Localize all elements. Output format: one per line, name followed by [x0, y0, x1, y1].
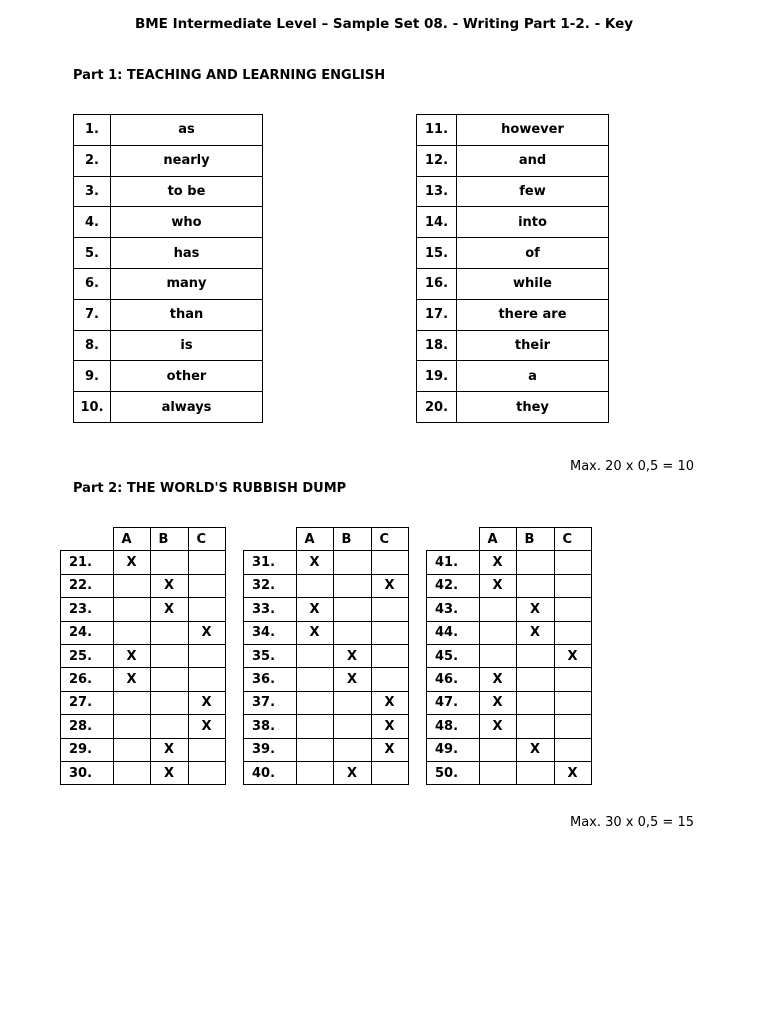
item-number: 2. — [74, 145, 111, 176]
item-number: 34. — [244, 621, 297, 644]
empty-cell — [113, 738, 150, 761]
item-number: 7. — [74, 299, 111, 330]
item-number: 11. — [417, 115, 457, 146]
grid-row — [244, 644, 409, 667]
empty-cell — [333, 598, 371, 621]
answer-mark: X — [113, 644, 150, 667]
empty-cell — [554, 691, 591, 714]
grid-row — [244, 621, 409, 644]
option-header: C — [188, 528, 225, 551]
grid-row — [244, 551, 409, 574]
answer-row — [417, 299, 609, 330]
answer-mark: X — [554, 761, 591, 784]
empty-cell — [554, 668, 591, 691]
answer-row — [74, 145, 263, 176]
answer-row — [417, 268, 609, 299]
answer-mark: X — [479, 691, 516, 714]
item-number: 47. — [427, 691, 480, 714]
part1-max-score: Max. 20 x 0,5 = 10 — [569, 459, 694, 474]
answer-mark: X — [296, 621, 333, 644]
answer-row — [74, 361, 263, 392]
empty-cell — [333, 551, 371, 574]
item-number: 38. — [244, 715, 297, 738]
item-answer: however — [457, 115, 609, 146]
item-answer: and — [457, 145, 609, 176]
item-answer: of — [457, 238, 609, 269]
answer-mark: X — [371, 691, 408, 714]
item-number: 42. — [427, 574, 480, 597]
item-number: 50. — [427, 761, 480, 784]
answer-mark: X — [150, 598, 188, 621]
item-number: 33. — [244, 598, 297, 621]
empty-cell — [296, 644, 333, 667]
empty-cell — [554, 738, 591, 761]
item-answer: is — [111, 330, 263, 361]
item-number: 29. — [61, 738, 114, 761]
option-header: A — [479, 528, 516, 551]
answer-mark: X — [516, 738, 554, 761]
grid-row — [244, 574, 409, 597]
grid-row — [427, 598, 592, 621]
part1-answer-table-right — [416, 114, 609, 423]
option-header: B — [516, 528, 554, 551]
grid-row — [61, 691, 226, 714]
item-answer: always — [111, 392, 263, 423]
grid-row — [244, 738, 409, 761]
empty-cell — [479, 598, 516, 621]
empty-cell — [479, 761, 516, 784]
item-answer: has — [111, 238, 263, 269]
part2-max-score: Max. 30 x 0,5 = 15 — [569, 815, 694, 830]
empty-cell — [113, 715, 150, 738]
item-answer: who — [111, 207, 263, 238]
part1-heading: Part 1: TEACHING AND LEARNING ENGLISH — [73, 68, 386, 83]
item-number: 5. — [74, 238, 111, 269]
item-number: 3. — [74, 176, 111, 207]
item-number: 25. — [61, 644, 114, 667]
empty-cell — [296, 738, 333, 761]
answer-row — [417, 115, 609, 146]
empty-cell — [371, 761, 408, 784]
grid-row — [427, 668, 592, 691]
answer-mark: X — [150, 574, 188, 597]
item-number: 44. — [427, 621, 480, 644]
item-answer: many — [111, 268, 263, 299]
empty-cell — [188, 761, 225, 784]
answer-row — [74, 238, 263, 269]
empty-cell — [296, 691, 333, 714]
answer-mark: X — [296, 598, 333, 621]
empty-cell — [150, 715, 188, 738]
grid-header-row — [61, 528, 226, 551]
empty-cell — [554, 715, 591, 738]
answer-mark: X — [333, 644, 371, 667]
item-number: 41. — [427, 551, 480, 574]
item-answer: nearly — [111, 145, 263, 176]
grid-row — [427, 691, 592, 714]
empty-cell — [188, 668, 225, 691]
answer-row — [74, 392, 263, 423]
empty-cell — [479, 621, 516, 644]
grid-row — [427, 738, 592, 761]
grid-row — [61, 738, 226, 761]
empty-cell — [296, 668, 333, 691]
item-number: 15. — [417, 238, 457, 269]
answer-mark: X — [479, 668, 516, 691]
grid-header-row — [244, 528, 409, 551]
item-answer: few — [457, 176, 609, 207]
item-number: 13. — [417, 176, 457, 207]
answer-row — [417, 145, 609, 176]
answer-mark: X — [479, 574, 516, 597]
grid-row — [244, 691, 409, 714]
option-header: C — [371, 528, 408, 551]
item-number: 9. — [74, 361, 111, 392]
empty-cell — [371, 644, 408, 667]
item-answer: a — [457, 361, 609, 392]
item-number: 39. — [244, 738, 297, 761]
item-number: 14. — [417, 207, 457, 238]
item-number: 35. — [244, 644, 297, 667]
grid-row — [427, 551, 592, 574]
empty-cell — [479, 738, 516, 761]
grid-row — [61, 598, 226, 621]
empty-cell — [150, 644, 188, 667]
item-number: 8. — [74, 330, 111, 361]
empty-cell — [371, 668, 408, 691]
grid-row — [61, 715, 226, 738]
part2-answer-grid-1 — [60, 527, 226, 785]
empty-cell — [333, 574, 371, 597]
answer-mark: X — [516, 621, 554, 644]
grid-row — [61, 551, 226, 574]
answer-row — [74, 176, 263, 207]
grid-row — [244, 668, 409, 691]
part2-answer-grid-3 — [426, 527, 592, 785]
grid-row — [427, 761, 592, 784]
answer-mark: X — [371, 715, 408, 738]
answer-mark: X — [113, 668, 150, 691]
answer-mark: X — [150, 761, 188, 784]
empty-cell — [554, 598, 591, 621]
empty-cell — [333, 715, 371, 738]
item-number: 17. — [417, 299, 457, 330]
item-number: 27. — [61, 691, 114, 714]
item-number: 48. — [427, 715, 480, 738]
item-number: 24. — [61, 621, 114, 644]
item-answer: to be — [111, 176, 263, 207]
answer-mark: X — [188, 621, 225, 644]
item-number: 26. — [61, 668, 114, 691]
grid-row — [427, 574, 592, 597]
answer-row — [417, 238, 609, 269]
grid-row — [61, 761, 226, 784]
option-header: A — [296, 528, 333, 551]
item-number: 4. — [74, 207, 111, 238]
item-number: 37. — [244, 691, 297, 714]
empty-cell — [333, 691, 371, 714]
answer-row — [417, 330, 609, 361]
empty-cell — [296, 761, 333, 784]
answer-row — [74, 115, 263, 146]
option-header: C — [554, 528, 591, 551]
item-number: 22. — [61, 574, 114, 597]
grid-row — [427, 621, 592, 644]
item-answer: than — [111, 299, 263, 330]
grid-row — [244, 761, 409, 784]
grid-corner — [244, 528, 297, 551]
item-answer: there are — [457, 299, 609, 330]
empty-cell — [371, 621, 408, 644]
empty-cell — [371, 598, 408, 621]
empty-cell — [516, 715, 554, 738]
item-number: 28. — [61, 715, 114, 738]
item-answer: while — [457, 268, 609, 299]
grid-row — [244, 598, 409, 621]
item-number: 43. — [427, 598, 480, 621]
answer-row — [417, 176, 609, 207]
grid-row — [427, 715, 592, 738]
answer-mark: X — [188, 691, 225, 714]
empty-cell — [113, 574, 150, 597]
answer-row — [417, 392, 609, 423]
answer-row — [74, 268, 263, 299]
grid-row — [61, 644, 226, 667]
item-number: 23. — [61, 598, 114, 621]
item-number: 32. — [244, 574, 297, 597]
empty-cell — [554, 621, 591, 644]
item-number: 45. — [427, 644, 480, 667]
empty-cell — [150, 668, 188, 691]
item-answer: they — [457, 392, 609, 423]
grid-row — [61, 621, 226, 644]
answer-row — [74, 207, 263, 238]
part2-heading: Part 2: THE WORLD'S RUBBISH DUMP — [73, 481, 347, 496]
answer-mark: X — [479, 715, 516, 738]
item-answer: into — [457, 207, 609, 238]
empty-cell — [516, 644, 554, 667]
empty-cell — [113, 691, 150, 714]
answer-mark: X — [113, 551, 150, 574]
answer-mark: X — [296, 551, 333, 574]
empty-cell — [371, 551, 408, 574]
empty-cell — [516, 551, 554, 574]
answer-mark: X — [333, 668, 371, 691]
answer-mark: X — [188, 715, 225, 738]
item-number: 36. — [244, 668, 297, 691]
part1-answer-table-left — [73, 114, 263, 423]
empty-cell — [113, 621, 150, 644]
empty-cell — [516, 691, 554, 714]
empty-cell — [188, 738, 225, 761]
answer-mark: X — [479, 551, 516, 574]
item-number: 18. — [417, 330, 457, 361]
grid-header-row — [427, 528, 592, 551]
grid-row — [427, 644, 592, 667]
item-number: 1. — [74, 115, 111, 146]
item-number: 30. — [61, 761, 114, 784]
grid-row — [244, 715, 409, 738]
grid-corner — [427, 528, 480, 551]
empty-cell — [150, 621, 188, 644]
empty-cell — [554, 551, 591, 574]
option-header: B — [333, 528, 371, 551]
option-header: A — [113, 528, 150, 551]
empty-cell — [516, 668, 554, 691]
item-answer: other — [111, 361, 263, 392]
item-number: 46. — [427, 668, 480, 691]
empty-cell — [113, 761, 150, 784]
item-number: 49. — [427, 738, 480, 761]
empty-cell — [479, 644, 516, 667]
grid-row — [61, 574, 226, 597]
empty-cell — [333, 621, 371, 644]
empty-cell — [188, 598, 225, 621]
item-number: 20. — [417, 392, 457, 423]
answer-row — [417, 207, 609, 238]
answer-mark: X — [371, 738, 408, 761]
empty-cell — [150, 691, 188, 714]
answer-row — [74, 299, 263, 330]
empty-cell — [188, 574, 225, 597]
answer-mark: X — [150, 738, 188, 761]
empty-cell — [188, 644, 225, 667]
empty-cell — [296, 715, 333, 738]
answer-row — [417, 361, 609, 392]
answer-mark: X — [554, 644, 591, 667]
grid-row — [61, 668, 226, 691]
item-number: 21. — [61, 551, 114, 574]
page-title: BME Intermediate Level – Sample Set 08. - Writing Part 1-2. - Key — [134, 16, 634, 32]
empty-cell — [554, 574, 591, 597]
item-number: 40. — [244, 761, 297, 784]
answer-mark: X — [333, 761, 371, 784]
empty-cell — [113, 598, 150, 621]
empty-cell — [296, 574, 333, 597]
answer-mark: X — [371, 574, 408, 597]
item-number: 16. — [417, 268, 457, 299]
item-number: 6. — [74, 268, 111, 299]
option-header: B — [150, 528, 188, 551]
empty-cell — [150, 551, 188, 574]
item-number: 19. — [417, 361, 457, 392]
empty-cell — [188, 551, 225, 574]
item-number: 31. — [244, 551, 297, 574]
item-number: 12. — [417, 145, 457, 176]
grid-corner — [61, 528, 114, 551]
empty-cell — [333, 738, 371, 761]
item-answer: as — [111, 115, 263, 146]
part2-answer-grid-2 — [243, 527, 409, 785]
empty-cell — [516, 574, 554, 597]
item-number: 10. — [74, 392, 111, 423]
answer-mark: X — [516, 598, 554, 621]
item-answer: their — [457, 330, 609, 361]
answer-row — [74, 330, 263, 361]
empty-cell — [516, 761, 554, 784]
